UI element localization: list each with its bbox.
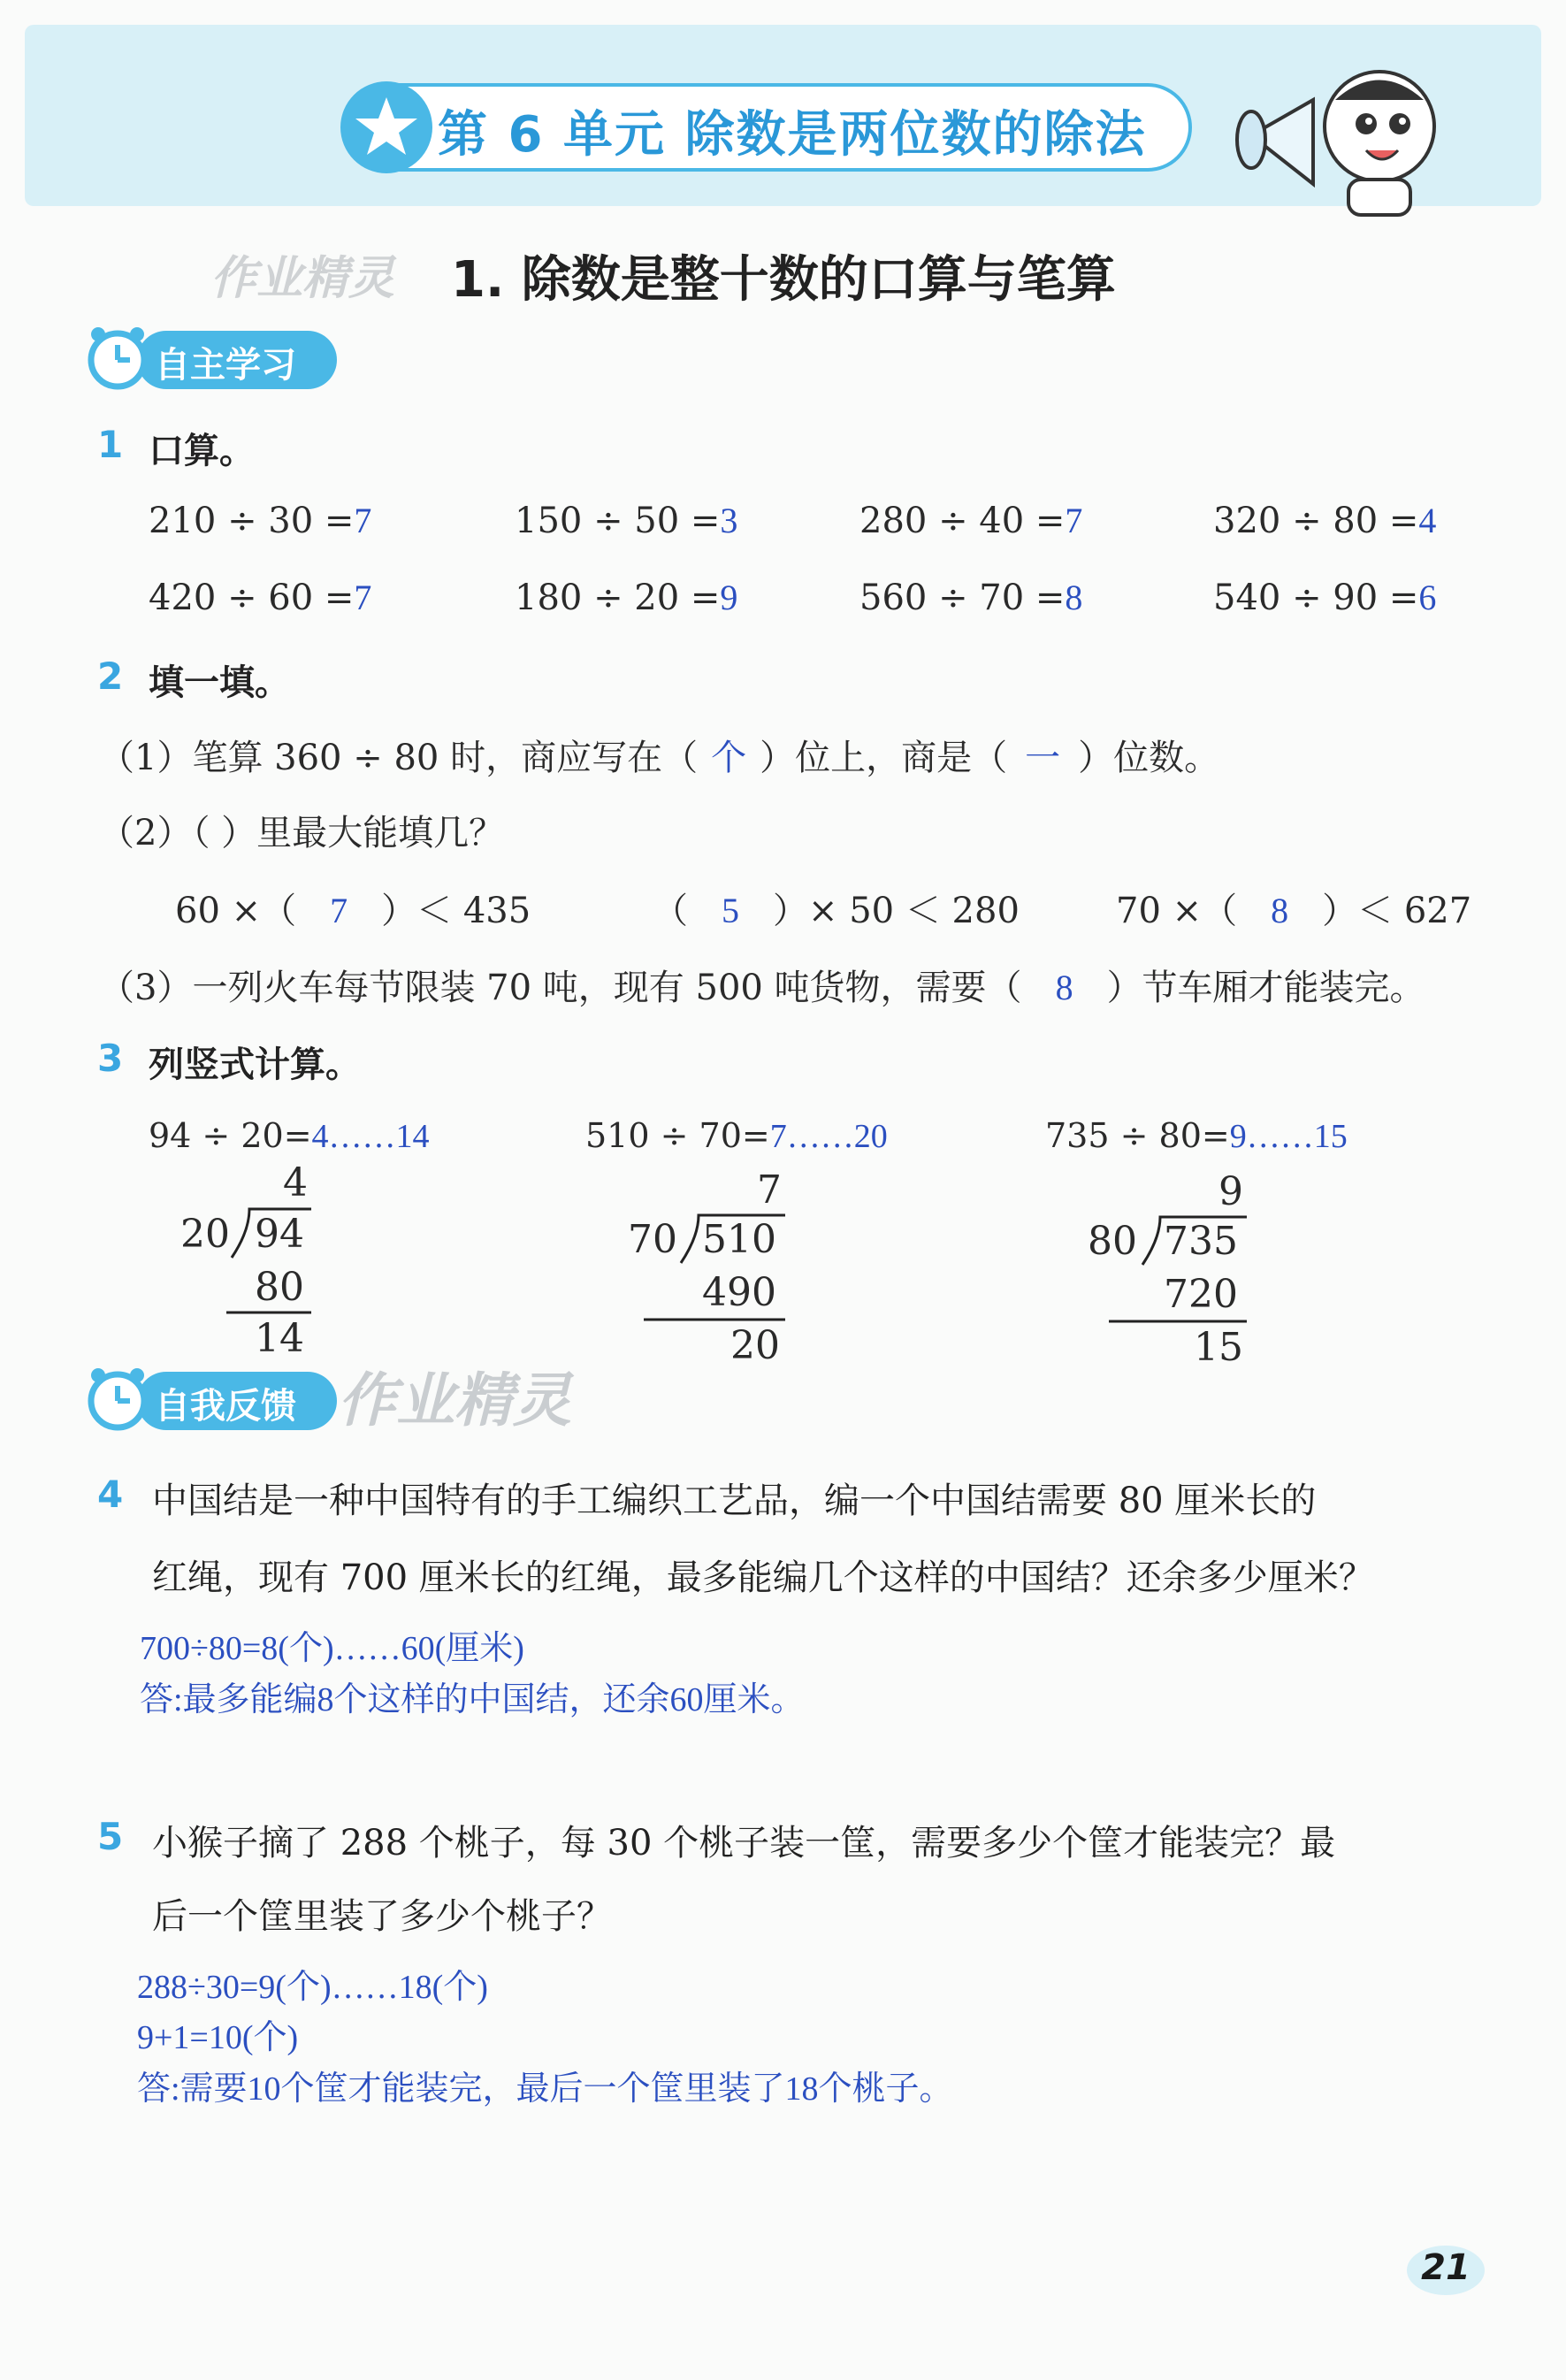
question-text-5-line2: 后一个筐里装了多少个桃子？ bbox=[152, 1896, 612, 1937]
long-division-expression: 510 ÷ 70=7……20 bbox=[585, 1116, 888, 1155]
quotient: 7 bbox=[757, 1167, 782, 1213]
fill-item-1: （1）笔算 360 ÷ 80 时，商应写在（ 个 ）位上，商是（ 一 ）位数。 bbox=[99, 738, 1220, 778]
oral-calc-item: 280 ÷ 40 =7 bbox=[859, 501, 1083, 541]
question-number-5: 5 bbox=[97, 1815, 124, 1858]
long-division-1 bbox=[177, 1160, 336, 1381]
division-lines bbox=[177, 1160, 336, 1381]
divisor: 80 bbox=[1088, 1219, 1137, 1264]
unit-title: 第 6 单元 除数是两位数的除法 bbox=[438, 106, 1147, 164]
quotient: 4 bbox=[283, 1160, 308, 1205]
oral-calc-item: 560 ÷ 70 =8 bbox=[859, 578, 1083, 618]
star-badge bbox=[340, 81, 432, 173]
watermark: 作业精灵 bbox=[338, 1366, 571, 1435]
section-title-self-feedback: 自我反馈 bbox=[155, 1386, 296, 1427]
division-lines bbox=[624, 1160, 819, 1381]
lesson-title: 1. 除数是整十数的口算与笔算 bbox=[451, 251, 1116, 309]
divisor: 70 bbox=[628, 1217, 677, 1262]
question-title-1: 口算。 bbox=[149, 431, 255, 471]
dividend: 510 bbox=[702, 1217, 776, 1262]
answer-5-text: 答:需要10个筐才能装完，最后一个筐里装了18个桃子。 bbox=[137, 2070, 953, 2108]
answer-5-calc: 288÷30=9(个)……18(个) bbox=[137, 1969, 488, 2006]
remainder: 20 bbox=[730, 1323, 780, 1368]
division-lines bbox=[1084, 1160, 1279, 1381]
oral-calc-item: 320 ÷ 80 =4 bbox=[1213, 501, 1437, 541]
inequality-item: 60 ×（ 7 ）＜ 435 bbox=[175, 891, 531, 931]
long-division-expression: 94 ÷ 20=4……14 bbox=[149, 1116, 430, 1155]
mascot-megaphone-icon bbox=[1225, 51, 1455, 219]
remainder: 14 bbox=[255, 1316, 304, 1361]
question-text-4-line1: 中国结是一种中国特有的手工编织工艺品，编一个中国结需要 80 厘米长的 bbox=[152, 1481, 1317, 1521]
question-number-3: 3 bbox=[97, 1037, 124, 1080]
question-number-1: 1 bbox=[97, 423, 124, 466]
star-icon bbox=[340, 81, 432, 173]
question-title-3: 列竖式计算。 bbox=[149, 1045, 361, 1085]
divisor: 20 bbox=[180, 1212, 230, 1257]
fill-item-2: （2）（ ）里最大能填几？ bbox=[99, 813, 505, 853]
dividend: 735 bbox=[1164, 1219, 1238, 1264]
product: 80 bbox=[255, 1265, 304, 1310]
question-title-2: 填一填。 bbox=[149, 662, 290, 703]
oral-calc-item: 180 ÷ 20 =9 bbox=[515, 578, 738, 618]
oral-calc-item: 420 ÷ 60 =7 bbox=[149, 578, 372, 618]
answer-5-calc2: 9+1=10(个) bbox=[137, 2019, 299, 2056]
long-division-expression: 735 ÷ 80=9……15 bbox=[1045, 1116, 1348, 1155]
fill-item-3: （3）一列火车每节限装 70 吨，现有 500 吨货物，需要（ 8 ）节车厢才能装完。 bbox=[99, 968, 1425, 1008]
watermark: 作业精灵 bbox=[210, 252, 395, 305]
long-division-2 bbox=[624, 1160, 819, 1381]
question-text-4-line2: 红绳，现有 700 厘米长的红绳，最多能编几个这样的中国结？还余多少厘米？ bbox=[152, 1557, 1374, 1598]
answer-4-calc: 700÷80=8(个)……60(厘米) bbox=[140, 1630, 524, 1667]
answer-4-text: 答:最多能编8个这样的中国结，还余60厘米。 bbox=[140, 1681, 805, 1718]
oral-calc-item: 210 ÷ 30 =7 bbox=[149, 501, 372, 541]
question-text-5-line1: 小猴子摘了 288 个桃子，每 30 个桃子装一筐，需要多少个筐才能装完？最 bbox=[152, 1823, 1336, 1863]
dividend: 94 bbox=[255, 1212, 304, 1257]
quotient: 9 bbox=[1218, 1169, 1243, 1214]
question-number-2: 2 bbox=[97, 654, 124, 698]
long-division-3 bbox=[1084, 1160, 1279, 1381]
section-title-self-study: 自主学习 bbox=[155, 345, 296, 386]
page-number: 21 bbox=[1421, 2247, 1471, 2288]
inequality-item: 70 ×（ 8 ）＜ 627 bbox=[1116, 891, 1472, 931]
oral-calc-item: 150 ÷ 50 =3 bbox=[515, 501, 738, 541]
inequality-item: （ 5 ）× 50 ＜ 280 bbox=[653, 891, 1020, 931]
product: 490 bbox=[702, 1270, 776, 1315]
oral-calc-item: 540 ÷ 90 =6 bbox=[1213, 578, 1437, 618]
remainder: 15 bbox=[1194, 1325, 1243, 1370]
product: 720 bbox=[1164, 1272, 1238, 1317]
question-number-4: 4 bbox=[97, 1473, 124, 1516]
